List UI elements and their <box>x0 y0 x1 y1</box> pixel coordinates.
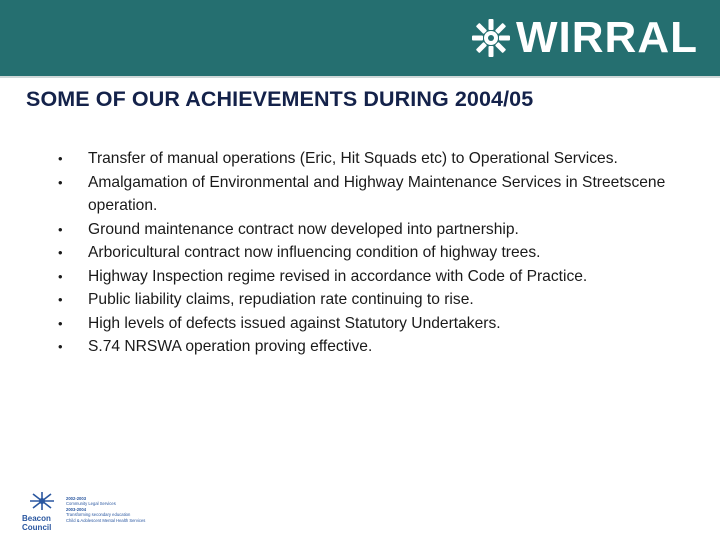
list-item-text: Highway Inspection regime revised in accordance with Code of Practice. <box>88 267 588 285</box>
award-line: Transforming secondary education <box>66 512 131 518</box>
list-item <box>56 147 706 171</box>
bullet-dot: • <box>58 221 63 237</box>
award-line: Community Legal Services <box>66 501 116 507</box>
list-item-text: Public liability claims, repudiation rate continuing to rise. <box>88 291 474 308</box>
list-item <box>56 335 706 359</box>
beacon-wordmark <box>22 514 62 532</box>
beacon-council-logo <box>22 490 162 538</box>
list-item <box>56 218 706 242</box>
beacon-mark <box>22 490 62 538</box>
bullet-dot: • <box>58 151 63 166</box>
beacon-word-line: Council <box>22 523 52 532</box>
list-item-text: S.74 NRSWA operation proving effective. <box>88 338 373 355</box>
list-item-text: Transfer of manual operations (Eric, Hit Squads etc) to Operational Services. <box>88 150 618 167</box>
wirral-emblem-icon <box>470 17 512 59</box>
slide-title: SOME OF OUR ACHIEVEMENTS DURING 2004/05 <box>26 87 534 111</box>
bullet-dot: • <box>58 339 63 354</box>
bullet-dot: • <box>58 315 63 331</box>
bullet-dot: • <box>58 292 63 307</box>
achievements-list <box>56 147 706 359</box>
list-item-text: High levels of defects issued against Statutory Undertakers. <box>88 314 501 332</box>
header-divider <box>0 76 720 78</box>
list-item-text: Ground maintenance contract now developed into partnership. <box>88 220 519 238</box>
wirral-logo <box>470 13 698 62</box>
list-item <box>56 171 706 218</box>
list-item <box>56 312 706 336</box>
beacon-award-list <box>66 496 166 523</box>
list-item-text: Arboricultural contract now influencing condition of highway trees. <box>88 244 541 261</box>
award-line: Child & Adolescent Mental Health Services <box>66 517 146 523</box>
list-item-text: Amalgamation of Environmental and Highway Maintenance Services in Streetscene operation. <box>88 173 666 214</box>
bullet-dot: • <box>58 174 63 190</box>
bullet-dot: • <box>58 268 63 284</box>
beacon-word-line: Beacon <box>22 514 51 523</box>
beacon-star-icon <box>26 490 58 512</box>
list-item <box>56 241 706 265</box>
bullet-dot: • <box>58 245 63 260</box>
award-line: 2003-2004 <box>66 506 87 512</box>
list-item <box>56 288 706 312</box>
wirral-logo-text: WIRRAL <box>516 13 698 62</box>
list-item <box>56 265 706 289</box>
award-line: 2002-2003 <box>66 496 87 501</box>
